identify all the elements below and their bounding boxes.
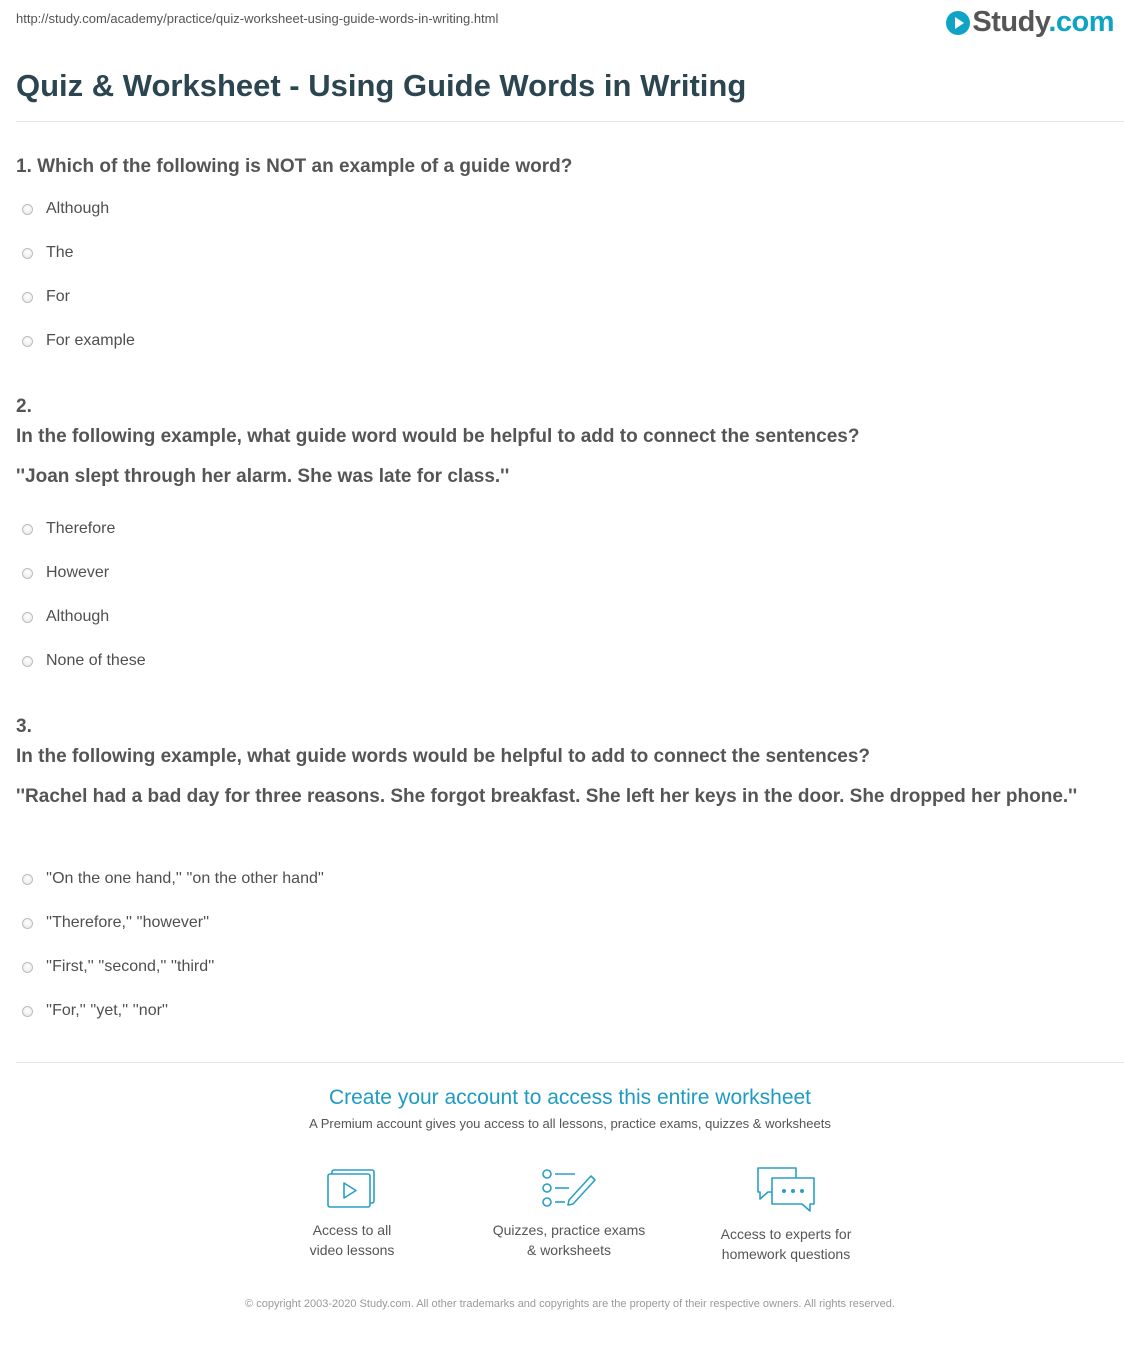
divider: [16, 121, 1124, 122]
answer-option[interactable]: Therefore: [22, 520, 115, 538]
question-1: [16, 152, 1116, 182]
radio-button[interactable]: [22, 568, 33, 579]
question-1-text: 1. Which of the following is NOT an example of a guide word?: [16, 156, 573, 177]
feature-video-lessons: [252, 1166, 452, 1260]
divider: [16, 1062, 1124, 1063]
study-logo[interactable]: [946, 6, 1114, 39]
radio-button[interactable]: [22, 524, 33, 535]
answer-option[interactable]: ''On the one hand,'' ''on the other hand'': [22, 870, 324, 888]
answer-option[interactable]: None of these: [22, 652, 146, 670]
feature-label: video lessons: [309, 1242, 395, 1258]
radio-button[interactable]: [22, 204, 33, 215]
answer-option[interactable]: ''First,'' ''second,'' ''third'': [22, 958, 214, 976]
feature-experts: [686, 1166, 886, 1264]
answer-option[interactable]: For: [22, 288, 70, 306]
page-title: Quiz & Worksheet - Using Guide Words in Writing: [16, 68, 747, 103]
question-3: [16, 712, 1116, 812]
feature-quizzes: [469, 1166, 669, 1260]
radio-button[interactable]: [22, 1006, 33, 1017]
answer-option[interactable]: ''For,'' ''yet,'' ''nor'': [22, 1002, 168, 1020]
feature-label: homework questions: [721, 1246, 851, 1262]
question-2-text: In the following example, what guide word would be helpful to add to connect the sentences?: [16, 426, 860, 447]
feature-label: & worksheets: [526, 1242, 612, 1258]
radio-button[interactable]: [22, 292, 33, 303]
copyright: © copyright 2003-2020 Study.com. All other trademarks and copyrights are the property of their respective owners. All rights reserved.: [245, 1298, 895, 1310]
question-number: 2.: [16, 396, 32, 417]
feature-label: Quizzes, practice exams: [492, 1222, 646, 1238]
answer-option[interactable]: For example: [22, 332, 135, 350]
radio-button[interactable]: [22, 874, 33, 885]
play-logo-icon: [946, 11, 970, 35]
radio-button[interactable]: [22, 336, 33, 347]
question-2: [16, 392, 1116, 492]
radio-button[interactable]: [22, 248, 33, 259]
radio-button[interactable]: [22, 962, 33, 973]
answer-option[interactable]: Although: [22, 608, 109, 626]
quiz-checklist-icon: [541, 1166, 597, 1210]
create-account-link[interactable]: Create your account to access this entire worksheet: [328, 1086, 812, 1109]
feature-label: Access to all: [312, 1222, 392, 1238]
answer-option[interactable]: Although: [22, 200, 109, 218]
question-quote: ''Joan slept through her alarm. She was late for class.'': [16, 466, 510, 487]
page-url: http://study.com/academy/practice/quiz-worksheet-using-guide-words-in-writing.html: [16, 11, 499, 26]
answer-option[interactable]: The: [22, 244, 74, 262]
radio-button[interactable]: [22, 612, 33, 623]
premium-description: A Premium account gives you access to all lessons, practice exams, quizzes & worksheets: [309, 1116, 831, 1131]
radio-button[interactable]: [22, 918, 33, 929]
question-3-text: In the following example, what guide words would be helpful to add to connect the sentences?: [16, 746, 871, 767]
logo-text: Study.com: [972, 6, 1114, 38]
video-lessons-icon: [326, 1166, 378, 1210]
radio-button[interactable]: [22, 656, 33, 667]
chat-bubbles-icon: [754, 1166, 818, 1214]
question-quote: ''Rachel had a bad day for three reasons. She forgot breakfast. She left her keys in the door. She dropped her phone.'': [16, 786, 1078, 807]
question-number: 3.: [16, 716, 32, 737]
answer-option[interactable]: However: [22, 564, 109, 582]
answer-option[interactable]: ''Therefore,'' ''however'': [22, 914, 209, 932]
feature-label: Access to experts for: [720, 1226, 852, 1242]
